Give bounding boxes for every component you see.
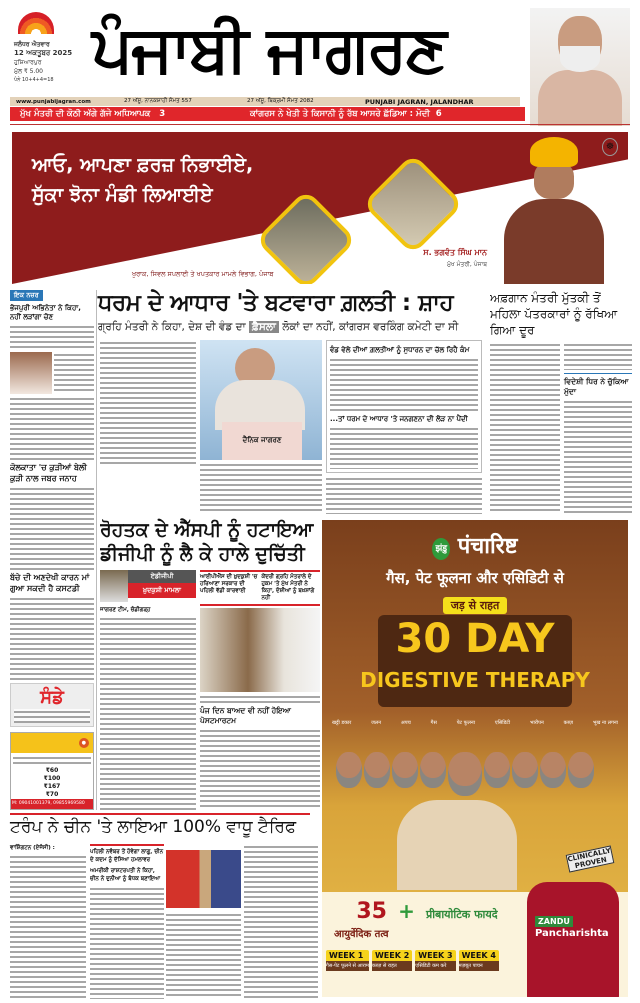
- podium-text: ਦੈਨਿਕ ਜਾਗਰਣ: [222, 422, 302, 460]
- left-column: [10, 290, 94, 810]
- pages: ਪੰਨੇ 10+4+4=18: [14, 77, 54, 83]
- tag-label: ਖ਼ੁਦਕੁਸ਼ੀ ਮਾਮਲਾ: [128, 583, 196, 598]
- decor: गैस-पेट फूलने से आराम: [326, 963, 369, 969]
- point: ਆਈਪੀਐੱਸ ਦੀ ਖ਼ੁਦਕੁਸ਼ੀ 'ਚ ਹਰਿਆਣਾ ਸਰਕਾਰ ਦੀ ਪਹਿਲੀ ਵੱਡੀ ਕਾਰਵਾਈ: [200, 574, 258, 594]
- decor: [11, 733, 93, 753]
- decor: 6: [435, 109, 442, 119]
- body-text: [10, 854, 86, 1000]
- sande-box[interactable]: [10, 683, 94, 727]
- teaser-strip: [10, 107, 525, 121]
- ad-price: ₹100: [43, 775, 61, 782]
- box-headline[interactable]: ਵੰਡ ਵੇਲੇ ਦੀਆਂ ਗ਼ਲਤੀਆਂ ਨੂੰ ਸੁਧਾਰਨ ਦਾ ਚੱਲ ਰਿਹੈ ਕੰਮ: [330, 346, 470, 354]
- adgp-tag: [100, 570, 196, 602]
- decor: [448, 752, 482, 796]
- lead-headline[interactable]: ਧਰਮ ਦੇ ਆਧਾਰ 'ਤੇ ਬਟਵਾਰਾ ਗ਼ਲਤੀ : ਸ਼ਾਹ: [98, 290, 454, 316]
- decor: खट्टी डकार: [332, 720, 352, 726]
- story-headline[interactable]: ਬੱਚੇ ਦੀ ਅਣਦੇਖੀ ਕਾਰਨ ਮਾਂ ਗੁਆ ਸਕਦੀ ਹੈ ਕਸਟਡੀ: [10, 573, 90, 593]
- ingredient-count: 35: [356, 899, 387, 924]
- decor: [490, 342, 632, 514]
- decor: [364, 752, 390, 788]
- decor: [540, 752, 566, 788]
- decor: [564, 373, 632, 374]
- plus-icon: +: [398, 899, 415, 923]
- body-text: [330, 426, 478, 470]
- decor: अपच: [400, 720, 411, 726]
- week-badge: [459, 950, 499, 971]
- box-headline[interactable]: ...ਤਾਂ ਧਰਮ ਦੇ ਆਧਾਰ 'ਤੇ ਜਨਗਣਨਾ ਦੀ ਲੋੜ ਨਾ ਪੈਂਦੀ: [330, 414, 468, 423]
- dateline: ਵਾਸ਼ਿੰਗਟਨ (ਏਜੰਸੀ) :: [10, 845, 55, 851]
- website-link[interactable]: www.punjabijagran.com: [16, 98, 91, 105]
- decor: WEEK 1: [329, 951, 364, 960]
- decor: [392, 752, 418, 788]
- rohtak-story: [100, 518, 320, 810]
- body-text: [10, 396, 94, 460]
- officer-photo: [100, 570, 128, 602]
- decor: पेट फूलना: [456, 720, 475, 726]
- decor: WEEK 2: [374, 951, 410, 960]
- decor: [90, 844, 164, 846]
- decor: 3: [159, 109, 166, 119]
- body-text: [200, 694, 320, 704]
- date-strip: [10, 97, 520, 106]
- week-badge: [326, 950, 369, 971]
- afghan-headline[interactable]: ਅਫ਼ਗਾਨ ਮੰਤਰੀ ਮੁੱਤਕੀ ਤੋਂ ਮਹਿਲਾ ਪੱਤਰਕਾਰਾਂ ਨੂੰ ਰੱਖਿਆ ਗਿਆ ਦੂਰ: [490, 291, 618, 337]
- body-text: [200, 728, 320, 810]
- decor: [336, 752, 362, 788]
- edition: ਜਲੰਧਰ ਐਤਵਾਰ: [14, 41, 50, 48]
- decor: [512, 752, 538, 788]
- ad-price: ₹167: [43, 783, 61, 790]
- decor: [322, 594, 628, 613]
- newspaper-title: ਪੰਜਾਬੀ ਜਾਗਰਣ: [92, 13, 445, 87]
- decor: [564, 342, 632, 514]
- decor: [332, 898, 522, 941]
- bottle-name: Pancharishta: [535, 928, 609, 939]
- ad-big-title: 30 DAY: [395, 616, 555, 662]
- right-column: [490, 290, 632, 514]
- ad-slogan-2: ਸੁੱਕਾ ਝੋਨਾ ਮੰਡੀ ਲਿਆਈਏ: [32, 184, 213, 206]
- decor: मज़बूत पाचन: [459, 961, 499, 971]
- rohtak-subhead[interactable]: ਪੰਜ ਦਿਨ ਬਾਅਦ ਵੀ ਨਹੀਂ ਹੋਇਆ ਪੋਸਟਮਾਰਟਮ: [200, 706, 291, 725]
- story-headline[interactable]: ਕੋਲਕਾਤਾ 'ਚ ਕੁੜੀਆਂ ਬੇਲੀ ਕੁੜੀ ਨਾਲ ਜਬਰ ਜਨਾਹ: [10, 463, 87, 483]
- decor: एसिडिटी: [494, 720, 511, 726]
- govt-banner-ad[interactable]: [12, 132, 628, 284]
- pancharishta-ad[interactable]: [322, 520, 628, 997]
- decor: ●: [79, 738, 89, 748]
- nanakshahi-date: 27 ਅੱਸੂ, ਨਾਨਕਸ਼ਾਹੀ ਸੰਮਤ 557: [124, 98, 192, 104]
- lead-sidebox: [326, 340, 482, 473]
- decor: ਮੁੱਖ ਮੰਤਰੀ ਦੀ ਕੋਠੀ ਅੱਗੇ ਗੱਜੇ ਅਧਿਆਪਕ: [20, 109, 151, 119]
- teaser-1[interactable]: [20, 109, 235, 119]
- bikrami-date: 27 ਅੱਸੂ, ਬਿਕ੍ਰਮੀ ਸੰਮਤ 2082: [247, 98, 314, 104]
- decor: ਲੋਕਾਂ ਦਾ ਨਹੀਂ, ਕਾਂਗਰਸ ਵਰਕਿੰਗ ਕਮੇਟੀ ਦਾ ਸੀ: [282, 321, 459, 333]
- body-text: [10, 486, 94, 570]
- week-plan: [326, 950, 502, 971]
- price: ਮੁੱਲ ₹ 5.00: [14, 68, 43, 75]
- decor: [504, 199, 604, 284]
- week-badge: [415, 950, 455, 971]
- lead-body-2: [326, 476, 482, 514]
- decor: [32, 150, 253, 210]
- lead-body: [100, 340, 196, 464]
- cm-role: ਮੁੱਖ ਮੰਤਰੀ, ਪੰਜਾਬ: [446, 261, 487, 268]
- sande-title: ਸੰਡੇ: [40, 687, 64, 708]
- column-rule: [96, 290, 97, 810]
- decor: कब्ज़: [563, 720, 573, 726]
- amit-shah-photo: [200, 340, 322, 460]
- jagran-logo: [18, 12, 54, 34]
- tag-label: ਏਡੀਜੀਪੀ: [128, 570, 196, 583]
- product-name: पंचारिष्ट: [457, 534, 518, 559]
- decor: कब्ज़ से राहत: [372, 961, 412, 971]
- cm-meeting-photo: [200, 608, 320, 692]
- teaser-2[interactable]: [250, 109, 515, 119]
- rohtak-points: [200, 570, 320, 810]
- decor: ਗ੍ਰਹਿ ਮੰਤਰੀ ਨੇ ਕਿਹਾ, ਦੇਸ਼ ਦੀ ਵੰਡ ਦਾ: [98, 321, 246, 333]
- date: 12 ਅਕਤੂਬਰ 2025: [14, 49, 73, 57]
- decor: [420, 752, 446, 788]
- modi-photo: [530, 8, 630, 126]
- lead-subheadline: [98, 320, 484, 334]
- divider: [10, 124, 630, 125]
- ad-price: ₹70: [45, 791, 59, 798]
- decor: [484, 752, 510, 788]
- trump-points: [90, 844, 164, 999]
- decor: [200, 604, 320, 606]
- rohtak-headline[interactable]: ਰੋਹਤਕ ਦੇ ਐੱਸਪੀ ਨੂੰ ਹਟਾਇਆ ਡੀਜੀਪੀ ਨੂੰ ਲੈ ਕੇ ਹਾਲੇ ਦੁਚਿੱਤੀ: [100, 519, 314, 565]
- decor: जलन: [371, 720, 382, 726]
- ad-department: ਖੁਰਾਕ, ਸਿਵਲ ਸਪਲਾਈ ਤੇ ਖਪਤਕਾਰ ਮਾਮਲੇ ਵਿਭਾਗ, ਪੰਜਾਬ: [132, 270, 274, 278]
- ad-phone: M: 09041001379, 09855969580: [11, 799, 93, 809]
- body-text: [564, 342, 632, 370]
- divider: [10, 813, 310, 815]
- model-faces: [336, 752, 616, 796]
- decor: [568, 752, 594, 788]
- masthead-info: [14, 40, 86, 85]
- point: ਕੇਂਦਰੀ ਗ੍ਰਹਿ ਮੰਤਰਾਲੇ ਦੇ ਹੁਕਮ 'ਤੇ ਮੁੱਖ ਮੰਤਰੀ ਨੇ ਕਿਹਾ, ਦੋਸ਼ੀਆਂ ਨੂੰ ਬਖ਼ਸ਼ਾਂਗੇ ਨਹੀਂ: [261, 574, 315, 601]
- photo-caption: [200, 462, 322, 514]
- body-text: [166, 912, 241, 998]
- body-text: [330, 357, 478, 413]
- point: ਅਮਰੀਕੀ ਰਾਸ਼ਟਰਪਤੀ ਨੇ ਕਿਹਾ, ਚੀਨ ਨੇ ਦੁਨੀਆ ਨੂੰ ਬੰਧਕ ਬਣਾਇਆ: [90, 868, 161, 882]
- trump-body: [10, 844, 86, 1000]
- ad-tagline: गैस, पेट फूलना और एसिडिटी से: [386, 569, 564, 587]
- body-text: [564, 399, 632, 514]
- body-text: [10, 596, 94, 680]
- cm-name: ਸ. ਭਗਵੰਤ ਸਿੰਘ ਮਾਨ: [423, 248, 487, 257]
- decor: ਫ਼ੈਸਲਾ: [249, 321, 279, 333]
- clinically-proven-badge: CLINICALLY PROVEN: [566, 845, 615, 872]
- decor: WEEK 3: [418, 951, 453, 960]
- cm-photo: [492, 137, 622, 282]
- actor-photo: [10, 352, 52, 394]
- story-headline[interactable]: ਭੋਜਪੁਰੀ ਅਭਿਨੇਤਾ ਨੇ ਕਿਹਾ, ਨਹੀਂ ਲੜਾਂਗਾ ਚੋਣ: [10, 304, 81, 321]
- body-text: [54, 352, 94, 394]
- relief-badge: जड़ से राहत: [443, 597, 508, 614]
- zandu-logo: झंडु: [432, 538, 450, 560]
- product-bottle: [527, 882, 619, 997]
- publisher: PUNJABI JAGRAN, JALANDHAR: [365, 97, 474, 106]
- body-text: [244, 844, 318, 998]
- bottle-brand: ZANDU: [535, 916, 573, 927]
- decor: [200, 572, 320, 604]
- decor: [128, 570, 196, 602]
- decor: एसिडिटी कम करे: [415, 961, 455, 971]
- body-text: [490, 342, 560, 514]
- decor: [538, 70, 622, 126]
- decor: भूख ना लगना: [592, 720, 618, 726]
- ingredient-label: आयुर्वेदिक तत्व: [334, 929, 389, 940]
- column-kicker: ਇਕ ਨਜ਼ਰ: [10, 290, 43, 301]
- afghan-subhead[interactable]: ਵਿਦੇਸ਼ੀ ਧਿਰ ਨੇ ਚੁੱਕਿਆ ਮੁੱਦਾ: [564, 377, 629, 396]
- byline: ਜਾਗਰਣ ਟੀਮ, ਚੰਡੀਗੜ੍ਹ: [100, 607, 151, 613]
- decor: [322, 530, 628, 560]
- city: ਹੁਸ਼ਿਆਰਪੁਰ: [14, 59, 42, 66]
- rohtak-body: [100, 616, 196, 810]
- ad-big-subtitle: DIGESTIVE THERAPY: [360, 668, 590, 692]
- model-photo: [397, 800, 517, 890]
- trump-headline[interactable]: ਟਰੰਪ ਨੇ ਚੀਨ 'ਤੇ ਲਾਇਆ 100% ਵਾਧੂ ਟੈਰਿਫ: [10, 817, 297, 837]
- prebiotic-label: प्रीबायोटिक फायदे: [425, 908, 498, 921]
- ad-price: ₹60: [45, 767, 59, 774]
- decor: [560, 46, 600, 72]
- point: ਪਹਿਲੀ ਨਵੰਬਰ ਤੋਂ ਹੋਵੇਗਾ ਲਾਗੂ, ਚੀਨ ਦੇ ਕਦਮ ਨੂੰ ਦੱਸਿਆ ਹਮਲਾਵਰ: [90, 849, 164, 863]
- body-text: [10, 324, 94, 350]
- decor: गैस: [430, 720, 437, 726]
- body-text: [13, 755, 91, 765]
- decor: [100, 570, 320, 810]
- state-emblem-icon: ☸: [602, 138, 618, 156]
- body-text: [14, 709, 90, 723]
- body-text: [90, 886, 164, 999]
- small-classified-ad[interactable]: [10, 732, 94, 810]
- china-us-flags-photo: [166, 850, 241, 908]
- ad-slogan-1: ਆਓ, ਆਪਣਾ ਫ਼ਰਜ਼ ਨਿਭਾਈਏ,: [32, 154, 254, 176]
- decor: [100, 570, 196, 810]
- week-badge: [372, 950, 412, 971]
- decor: WEEK 4: [461, 951, 496, 960]
- decor: भारीपन: [529, 720, 544, 726]
- decor: ਕਾਂਗਰਸ ਨੇ ਖੇਤੀ ਤੇ ਕਿਸਾਨੀ ਨੂੰ ਰੱਬ ਆਸਰੇ ਛੱਡਿਆ : ਮੋਦੀ: [250, 109, 430, 119]
- symptom-list: [332, 720, 618, 726]
- decor: [530, 137, 578, 167]
- decor: [10, 352, 94, 394]
